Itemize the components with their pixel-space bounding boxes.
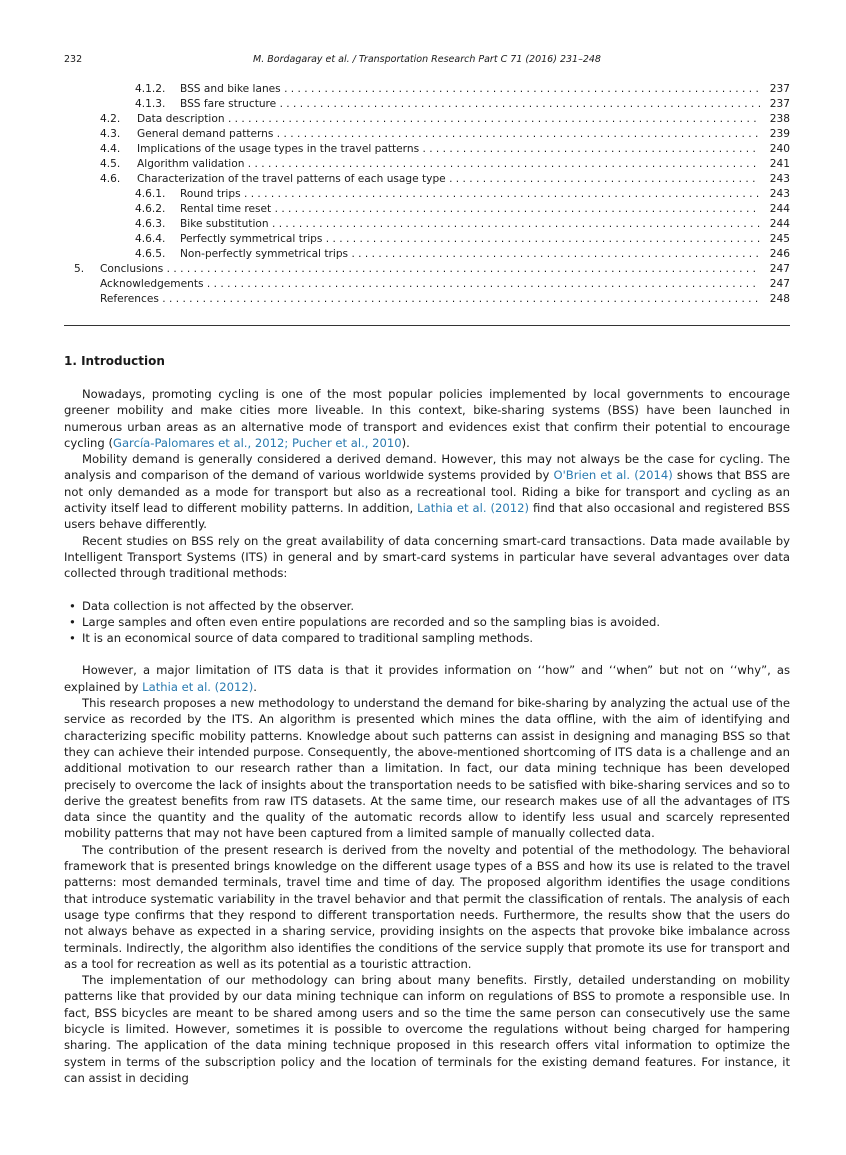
paragraph: The contribution of the present research is derived from the novelty and potential of the methodology. The behavioral framework that is presented brings knowledge on the different usage types of a BSS and how its use is related to the travel patterns: most demanded terminals, travel time and time of day. The proposed algorithm identifies the usage conditions that introduce systematic variability in the travel behavior and that permit the classification of rentals. The analysis of each usage type confirms that they respond to different transportation needs. Furthermore, the results show that the users do not always behave as expected in a sharing service, providing insights on the aspects that provoke bike imbalance across terminals. Indirectly, the algorithm also identifies the conditions of the service supply that promote its use for transport and as a tool for recreation as well as its potential as a touristic attraction. [64, 842, 790, 971]
toc-entry[interactable]: 4.6.1. Round trips . . . 243 [64, 187, 790, 202]
paragraph: The implementation of our methodology can bring about many benefits. Firstly, detailed understanding on mobility patterns like that provided by our data mining technique can inform on regulations of BSS to promote a responsible use. In fact, BSS bicycles are meant to be shared among users and so the time the same person can consecutively use the same bicycle is limited. However, sometimes it is possible to overcome the regulations without being charged for hampering sharing. The application of the data mining technique proposed in this research offers vital information to optimize the system in terms of the subscription policy and the location of terminals for the existing demand features. For instance, it can assist in deciding [64, 973, 790, 1085]
citation-link[interactable]: O'Brien et al. (2014) [553, 468, 673, 483]
toc-entry[interactable]: 4.6.5. Non-perfectly symmetrical trips . . . 246 [64, 247, 790, 262]
journal-citation: M. Bordagaray et al. / Transportation Research Part C 71 (2016) 231–248 [253, 54, 601, 65]
citation-link[interactable]: García-Palomares et al., 2012; Pucher et al., 2010 [112, 435, 402, 450]
table-of-contents [64, 82, 790, 307]
toc-entry[interactable]: 4.6. Characterization of the travel patterns of each usage type . . . 243 [64, 172, 790, 187]
section-divider [64, 325, 790, 326]
toc-entry[interactable]: 4.6.4. Perfectly symmetrical trips . . . 245 [64, 232, 790, 247]
bullet-icon: • [69, 598, 76, 613]
list-item: • Large samples and often even entire populations are recorded and so the sampling bias is avoided. [69, 614, 660, 629]
citation-link[interactable]: Lathia et al. (2012) [142, 679, 254, 694]
toc-entry[interactable]: 4.1.3. BSS fare structure . . . 237 [64, 97, 790, 112]
toc-entry[interactable]: 5. Conclusions . . . 247 [64, 262, 790, 277]
toc-entry[interactable]: 4.6.3. Bike substitution . . . 244 [64, 217, 790, 232]
toc-entry[interactable]: 4.4. Implications of the usage types in the travel patterns . . . 240 [64, 142, 790, 157]
paragraph: Recent studies on BSS rely on the great availability of data concerning smart-card transactions. Data made available by Intelligent Transport Systems (ITS) in general and by smart-card systems in particular have several advantages over data collected through traditional methods: [64, 533, 790, 581]
toc-entry[interactable]: Acknowledgements . . . 247 [64, 277, 790, 292]
list-item: • It is an economical source of data compared to traditional sampling methods. [69, 631, 534, 646]
advantages-list [64, 598, 790, 647]
toc-entry[interactable]: References . . . 248 [64, 292, 790, 307]
toc-entry[interactable]: 4.3. General demand patterns . . . 239 [64, 127, 790, 142]
article-body [64, 386, 790, 1086]
paragraph: This research proposes a new methodology to understand the demand for bike-sharing by analyzing the actual use of the service as recorded by the ITS. An algorithm is presented which mines the data offline, with the aim of identifying and characterizing specific mobility patterns. Knowledge about such patterns can assist in designing and managing BSS so that they can achieve their intended purpose. Consequently, the above-mentioned shortcoming of ITS data is a challenge and an additional motivation to our research rather than a limitation. In fact, our data mining technique has been developed precisely to overcome the lack of insights about the transportation needs to be satisfied with bike-sharing services and so to derive the greatest benefits from raw ITS datasets. At the same time, our research makes use of all the advantages of ITS data since the quantity and the quality of the automatic records allow to identify less usual and scarcely represented mobility patterns that may not have been captured from a limited sample of manually collected data. [64, 696, 790, 841]
bullet-icon: • [69, 614, 76, 629]
bullet-icon: • [69, 631, 76, 646]
toc-entry[interactable]: 4.1.2. BSS and bike lanes . . . 237 [64, 82, 790, 97]
paragraph: However, a major limitation of ITS data is that it provides information on ‘‘how” and ‘‘when” but not on ‘‘why”, as explained by Lathia et al. (2012). [64, 663, 790, 694]
paragraph: Mobility demand is generally considered a derived demand. However, this may not always be the case for cycling. The analysis and comparison of the demand of various worldwide systems provided by O'Brien et al. (2014) shows that BSS are not only demanded as a mode for transport but also as a recreational tool. Riding a bike for transport and cycling as an activity itself lead to different mobility patterns. In addition, Lathia et al. (2012) find that also occasional and registered BSS users behave differently. [64, 452, 790, 532]
toc-entry[interactable]: 4.6.2. Rental time reset . . . 244 [64, 202, 790, 217]
list-item: • Data collection is not affected by the observer. [69, 598, 355, 613]
section-heading: 1. Introduction [64, 354, 165, 368]
running-header [64, 53, 790, 67]
toc-entry[interactable]: 4.5. Algorithm validation . . . 241 [64, 157, 790, 172]
toc-entry[interactable]: 4.2. Data description . . . 238 [64, 112, 790, 127]
citation-link[interactable]: Lathia et al. (2012) [417, 501, 530, 516]
page-number: 232 [64, 54, 83, 65]
paragraph: Nowadays, promoting cycling is one of the most popular policies implemented by local governments to encourage greener mobility and make cities more liveable. In this context, bike-sharing systems (BSS) have been launched in numerous urban areas as an alternative mode of transport and evidences exist that confirm their potential to encourage cycling (García-Palomares et al., 2012; Pucher et al., 2010). [64, 387, 790, 450]
